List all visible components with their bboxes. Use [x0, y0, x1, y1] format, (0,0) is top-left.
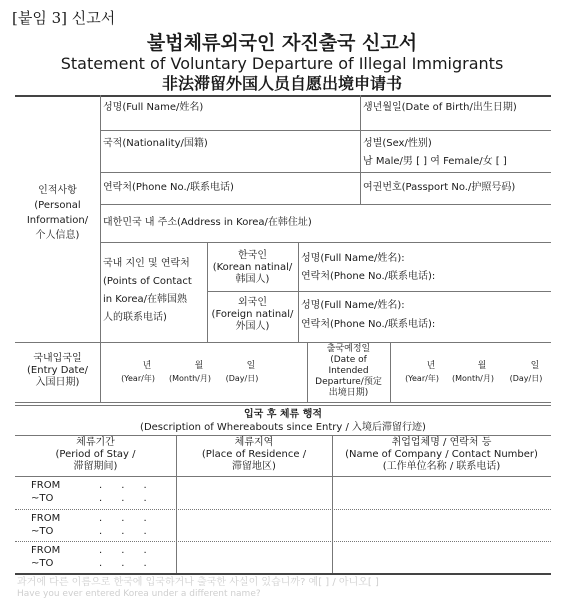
- full-name-field[interactable]: 성명(Full Name/姓名): [103, 102, 204, 113]
- phone-field[interactable]: 연락처(Phone No./联系电话): [103, 182, 234, 193]
- intended-departure-date-label: 출국예정일 (Date of Intended Departure/预定 出境日期): [315, 344, 382, 398]
- departure-day-field[interactable]: 일 (Day/日): [509, 361, 543, 383]
- departure-year-field[interactable]: 년 (Year/年): [405, 361, 439, 383]
- period-of-stay-header: 체류기간 (Period of Stay / 滞留期间): [55, 437, 136, 472]
- sex-options-checkboxes[interactable]: 남 Male/男 [ ] 여 Female/女 [ ]: [363, 156, 507, 167]
- whereabouts-subtitle: (Description of Whereabouts since Entry / 入境后滞留行迹): [140, 422, 426, 433]
- passport-number-field[interactable]: 여권번호(Passport No./护照号码): [363, 182, 516, 193]
- table-row[interactable]: FROM . . . ~TO . . .: [31, 513, 147, 537]
- entry-day-field[interactable]: 일 (Day/日): [225, 361, 259, 383]
- attachment-label: [붙임 3] 신고서: [12, 9, 116, 27]
- form-title-korean: 불법체류외국인 자진출국 신고서: [146, 32, 418, 54]
- previous-name-question-english: Have you ever entered Korea under a different name?: [17, 589, 261, 599]
- date-of-birth-field[interactable]: 생년월일(Date of Birth/出生日期): [363, 102, 517, 113]
- place-of-residence-header: 체류지역 (Place of Residence / 滞留地区): [201, 437, 307, 472]
- korean-national-label: 한국인 (Korean natinal/ 韩国人): [212, 250, 293, 285]
- nationality-field[interactable]: 국적(Nationality/国籍): [103, 138, 208, 149]
- previous-name-question: 과거에 다른 이름으로 한국에 입국하거나 출국한 사실이 있습니까? 예[ ] / 아니오[ ]: [17, 577, 379, 588]
- entry-year-field[interactable]: 년 (Year/年): [121, 361, 155, 383]
- korean-contact-phone-field[interactable]: 연락처(Phone No./联系电话):: [301, 271, 436, 282]
- foreign-national-label: 외국인 (Foreign natinal/ 外国人): [211, 297, 294, 332]
- departure-month-field[interactable]: 월 (Month/月): [451, 361, 494, 383]
- table-row[interactable]: FROM . . . ~TO . . .: [31, 545, 147, 569]
- points-of-contact-label: 국내 지인 및 연락처 (Points of Contact in Korea/在韩国熟 人的联系电话): [103, 258, 192, 323]
- sex-label: 성별(Sex/性别): [363, 138, 432, 149]
- korean-contact-name-field[interactable]: 성명(Full Name/姓名):: [301, 253, 405, 264]
- address-in-korea-field[interactable]: 대한민국 내 주소(Address in Korea/在韩住址): [103, 217, 312, 228]
- entry-date-label: 국내입국일 (Entry Date/ 入国日期): [27, 353, 88, 388]
- foreign-contact-phone-field[interactable]: 연락처(Phone No./联系电话):: [301, 319, 436, 330]
- company-contact-header: 취업업체명 / 연락처 등 (Name of Company / Contact Number) (工作单位名称 / 联系电话): [345, 437, 538, 472]
- foreign-contact-name-field[interactable]: 성명(Full Name/姓名):: [301, 300, 405, 311]
- form-title-chinese: 非法滞留外国人员自愿出境申请书: [161, 74, 402, 93]
- personal-info-section-label: 인적사항 (Personal Information/ 个人信息): [26, 185, 89, 241]
- entry-month-field[interactable]: 월 (Month/月): [168, 361, 211, 383]
- table-row[interactable]: FROM . . . ~TO . . .: [31, 480, 147, 504]
- form-title-english: Statement of Voluntary Departure of Illegal Immigrants: [60, 54, 504, 73]
- whereabouts-title: 입국 후 체류 행적: [243, 409, 323, 420]
